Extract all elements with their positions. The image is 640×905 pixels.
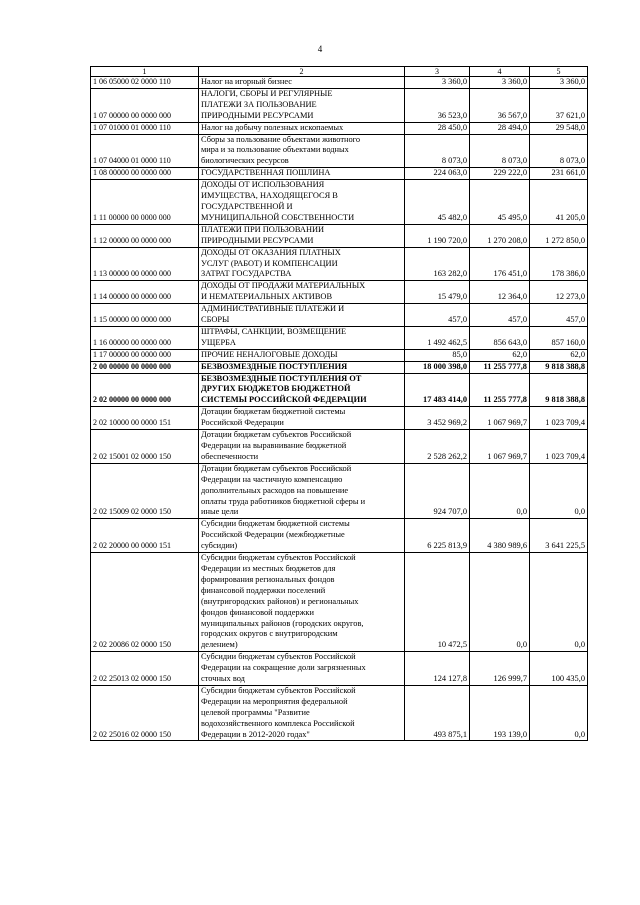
amount-cell-v4: 229 222,0 [470,168,530,180]
revenue-name-line: формирования региональных фондов [201,574,335,584]
revenue-name-line: Российской Федерации [201,418,284,428]
amount-cell-v5: 100 435,0 [530,652,588,686]
revenue-name-line: ПРОЧИЕ НЕНАЛОГОВЫЕ ДОХОДЫ [201,349,338,359]
amount-cell-v5: 29 548,0 [530,122,588,134]
amount-cell-v4: 1 067 969,7 [470,430,530,464]
table-body [91,77,588,741]
amount-cell-v3: 1 492 462,5 [405,326,470,349]
table-row [91,553,588,652]
amount-cell-v4: 12 364,0 [470,281,530,304]
revenue-name-line: ГОСУДАРСТВЕННОЙ И [201,201,293,211]
revenue-name-line: МУНИЦИПАЛЬНОЙ СОБСТВЕННОСТИ [201,212,355,222]
revenue-name-line: АДМИНИСТРАТИВНЫЕ ПЛАТЕЖИ И [201,304,345,314]
amount-cell-v4: 11 255 777,8 [470,361,530,373]
table-row [91,180,588,225]
budget-code-cell: 1 16 00000 00 0000 000 [91,326,199,349]
amount-cell-v5: 3 360,0 [530,77,588,89]
budget-code-cell: 1 17 00000 00 0000 000 [91,349,199,361]
amount-cell-v3: 2 528 262,2 [405,430,470,464]
amount-cell-v5: 0,0 [530,685,588,741]
revenue-name-line: оплаты труда работников бюджетной сферы и [201,496,366,506]
revenue-name-line: Федерации на выравнивание бюджетной [201,441,347,450]
amount-cell-v3: 3 360,0 [405,77,470,89]
table-row [91,168,588,180]
amount-cell-v3: 6 225 813,9 [405,519,470,553]
amount-cell-v5: 41 205,0 [530,180,588,225]
budget-code-cell: 1 15 00000 00 0000 000 [91,304,199,327]
budget-code-cell: 1 12 00000 00 0000 000 [91,224,199,247]
budget-code-cell: 1 13 00000 00 0000 000 [91,247,199,281]
amount-cell-v4: 0,0 [470,553,530,652]
amount-cell-v5: 1 272 850,0 [530,224,588,247]
revenue-name-line: Сборы за пользование объектами животного [201,134,361,144]
revenue-name-cell [199,430,405,464]
budget-code-cell: 1 07 01000 01 0000 110 [91,122,199,134]
revenue-name-line: муниципальных районов (городских округов, [201,618,364,628]
amount-cell-v3: 3 452 969,2 [405,407,470,430]
revenue-name-line: городских округов с внутригородским [201,629,338,639]
revenue-name-cell [199,122,405,134]
revenue-name-line: Дотации бюджетам бюджетной системы [201,407,346,417]
revenue-name-line: ПЛАТЕЖИ ПРИ ПОЛЬЗОВАНИИ [201,224,325,234]
revenue-name-line: Налог на добычу полезных ископаемых [201,122,344,132]
table-row [91,373,588,407]
revenue-name-line: водохозяйственного комплекса Российской [201,718,355,728]
amount-cell-v4: 1 067 969,7 [470,407,530,430]
amount-cell-v4: 126 999,7 [470,652,530,686]
amount-cell-v5: 178 386,0 [530,247,588,281]
amount-cell-v4: 4 380 989,6 [470,519,530,553]
amount-cell-v3: 10 472,5 [405,553,470,652]
amount-cell-v3: 493 875,1 [405,685,470,741]
revenue-name-line: ПРИРОДНЫМИ РЕСУРСАМИ [201,235,314,245]
amount-cell-v5: 857 160,0 [530,326,588,349]
table-row [91,326,588,349]
amount-cell-v5: 12 273,0 [530,281,588,304]
amount-cell-v4: 8 073,0 [470,134,530,168]
revenue-name-line: Дотации бюджетам субъектов Российской [201,463,352,473]
revenue-name-line: ШТРАФЫ, САНКЦИИ, ВОЗМЕЩЕНИЕ [201,326,347,336]
table-row [91,430,588,464]
table-row [91,304,588,327]
revenue-name-line: Федерации на сокращение доли загрязненных [201,663,366,673]
amount-cell-v4: 856 643,0 [470,326,530,349]
page-number: 4 [317,44,323,54]
budget-code-cell: 1 14 00000 00 0000 000 [91,281,199,304]
amount-cell-v4: 62,0 [470,349,530,361]
revenue-name-line: ДОХОДЫ ОТ ИСПОЛЬЗОВАНИЯ [201,180,325,190]
amount-cell-v4: 36 567,0 [470,88,530,122]
amount-cell-v4: 457,0 [470,304,530,327]
revenue-name-cell [199,652,405,686]
revenue-name-cell [199,304,405,327]
revenue-name-cell [199,180,405,225]
revenue-name-cell [199,685,405,741]
amount-cell-v3: 18 000 398,0 [405,361,470,373]
table-row [91,463,588,519]
amount-cell-v5: 8 073,0 [530,134,588,168]
revenue-name-line: ПЛАТЕЖИ ЗА ПОЛЬЗОВАНИЕ [201,99,317,109]
amount-cell-v3: 1 190 720,0 [405,224,470,247]
amount-cell-v5: 0,0 [530,463,588,519]
revenue-name-line: Субсидии бюджетам субъектов Российской [201,553,356,563]
budget-code-cell: 2 02 25016 02 0000 150 [91,685,199,741]
budget-code-cell: 2 02 10000 00 0000 151 [91,407,199,430]
amount-cell-v5: 9 818 388,8 [530,373,588,407]
budget-code-cell: 2 00 00000 00 0000 000 [91,361,199,373]
revenue-name-line: Дотации бюджетам субъектов Российской [201,430,352,440]
amount-cell-v4: 11 255 777,8 [470,373,530,407]
revenue-name-line: (внутригородских районов) и региональных [201,596,359,606]
revenue-name-cell [199,519,405,553]
table-row [91,685,588,741]
amount-cell-v5: 62,0 [530,349,588,361]
column-header: 3 [405,67,470,77]
budget-code-cell: 2 02 25013 02 0000 150 [91,652,199,686]
budget-code-cell: 2 02 20086 02 0000 150 [91,553,199,652]
revenue-name-line: дополнительных расходов на повышение [201,485,349,495]
revenue-name-cell [199,168,405,180]
revenue-name-line: ГОСУДАРСТВЕННАЯ ПОШЛИНА [201,168,331,178]
revenue-name-line: ДОХОДЫ ОТ ОКАЗАНИЯ ПЛАТНЫХ [201,247,341,257]
revenue-name-line: Федерации из местных бюджетов для [201,563,336,573]
amount-cell-v3: 124 127,8 [405,652,470,686]
budget-code-cell: 2 02 20000 00 0000 151 [91,519,199,553]
amount-cell-v5: 0,0 [530,553,588,652]
column-header: 5 [530,67,588,77]
revenue-name-line: ИМУЩЕСТВА, НАХОДЯЩЕГОСЯ В [201,191,338,201]
column-header: 4 [470,67,530,77]
amount-cell-v5: 231 661,0 [530,168,588,180]
revenue-name-line: УСЛУГ (РАБОТ) И КОМПЕНСАЦИИ [201,258,338,268]
table-row [91,349,588,361]
amount-cell-v5: 1 023 709,4 [530,407,588,430]
amount-cell-v3: 36 523,0 [405,88,470,122]
revenue-name-line: обеспеченности [201,451,259,461]
revenue-name-cell [199,373,405,407]
revenue-name-line: финансовой поддержки поселений [201,585,326,595]
amount-cell-v3: 8 073,0 [405,134,470,168]
column-header: 2 [199,67,405,77]
amount-cell-v5: 37 621,0 [530,88,588,122]
revenue-name-line: Субсидии бюджетам субъектов Российской [201,685,356,695]
table-row [91,519,588,553]
amount-cell-v3: 17 483 414,0 [405,373,470,407]
revenue-name-line: Субсидии бюджетам субъектов Российской [201,652,356,662]
amount-cell-v3: 457,0 [405,304,470,327]
revenue-name-cell [199,553,405,652]
revenue-name-line: Федерации на мероприятия федеральной [201,696,348,706]
amount-cell-v3: 15 479,0 [405,281,470,304]
amount-cell-v3: 45 482,0 [405,180,470,225]
revenue-name-line: ДРУГИХ БЮДЖЕТОВ БЮДЖЕТНОЙ [201,384,351,394]
table-row [91,407,588,430]
revenue-name-cell [199,224,405,247]
table-header-row [91,67,588,77]
amount-cell-v5: 3 641 225,5 [530,519,588,553]
amount-cell-v4: 45 495,0 [470,180,530,225]
amount-cell-v4: 1 270 208,0 [470,224,530,247]
amount-cell-v4: 176 451,0 [470,247,530,281]
amount-cell-v4: 193 139,0 [470,685,530,741]
revenue-name-line: биологических ресурсов [201,156,289,166]
table-row [91,77,588,89]
amount-cell-v4: 28 494,0 [470,122,530,134]
revenue-name-line: Российской Федерации (межбюджетные [201,530,345,540]
amount-cell-v3: 224 063,0 [405,168,470,180]
budget-code-cell: 1 08 00000 00 0000 000 [91,168,199,180]
revenue-name-line: НАЛОГИ, СБОРЫ И РЕГУЛЯРНЫЕ [201,88,333,98]
table-row [91,281,588,304]
table-row [91,88,588,122]
revenue-name-line: Налог на игорный бизнес [201,77,292,86]
revenue-name-line: Субсидии бюджетам бюджетной системы [201,519,350,529]
revenue-name-cell [199,134,405,168]
revenue-name-cell [199,326,405,349]
table-row [91,224,588,247]
revenue-name-cell [199,88,405,122]
amount-cell-v3: 85,0 [405,349,470,361]
budget-code-cell: 1 07 04000 01 0000 110 [91,134,199,168]
budget-code-cell: 2 02 00000 00 0000 000 [91,373,199,407]
amount-cell-v5: 457,0 [530,304,588,327]
budget-code-cell: 2 02 15001 02 0000 150 [91,430,199,464]
revenue-name-line: субсидии) [201,541,238,551]
amount-cell-v3: 28 450,0 [405,122,470,134]
amount-cell-v5: 1 023 709,4 [530,430,588,464]
revenue-name-line: БЕЗВОЗМЕЗДНЫЕ ПОСТУПЛЕНИЯ ОТ [201,373,362,383]
column-header: 1 [91,67,199,77]
budget-revenue-table [90,66,588,741]
revenue-name-line: ДОХОДЫ ОТ ПРОДАЖИ МАТЕРИАЛЬНЫХ [201,281,366,291]
revenue-name-cell [199,247,405,281]
revenue-name-line: И НЕМАТЕРИАЛЬНЫХ АКТИВОВ [201,292,333,302]
revenue-name-cell [199,77,405,89]
amount-cell-v3: 163 282,0 [405,247,470,281]
revenue-name-line: УЩЕРБА [201,337,236,347]
amount-cell-v5: 9 818 388,8 [530,361,588,373]
revenue-name-line: СИСТЕМЫ РОССИЙСКОЙ ФЕДЕРАЦИИ [201,395,367,405]
revenue-name-line: мира и за пользование объектами водных [201,145,349,155]
revenue-name-cell [199,407,405,430]
amount-cell-v3: 924 707,0 [405,463,470,519]
revenue-name-cell [199,281,405,304]
amount-cell-v4: 3 360,0 [470,77,530,89]
revenue-name-line: ЗАТРАТ ГОСУДАРСТВА [201,269,292,279]
revenue-name-line: фондов финансовой поддержки [201,607,314,617]
table-row [91,361,588,373]
revenue-name-line: сточных вод [201,674,245,684]
revenue-name-cell [199,463,405,519]
table-row [91,247,588,281]
budget-code-cell: 2 02 15009 02 0000 150 [91,463,199,519]
revenue-name-cell [199,361,405,373]
revenue-name-line: иные цели [201,507,239,517]
budget-code-cell: 1 06 05000 02 0000 110 [91,77,199,89]
table-row [91,122,588,134]
revenue-name-line: делением) [201,640,238,650]
table-row [91,652,588,686]
budget-code-cell: 1 07 00000 00 0000 000 [91,88,199,122]
revenue-name-line: Федерации в 2012-2020 годах" [201,729,310,739]
revenue-name-line: целевой программы "Развитие [201,707,310,717]
revenue-name-line: Федерации на частичную компенсацию [201,474,343,484]
table-row [91,134,588,168]
budget-code-cell: 1 11 00000 00 0000 000 [91,180,199,225]
amount-cell-v4: 0,0 [470,463,530,519]
revenue-name-line: СБОРЫ [201,315,230,325]
revenue-name-line: БЕЗВОЗМЕЗДНЫЕ ПОСТУПЛЕНИЯ [201,361,348,371]
revenue-name-cell [199,349,405,361]
revenue-name-line: ПРИРОДНЫМИ РЕСУРСАМИ [201,110,314,120]
